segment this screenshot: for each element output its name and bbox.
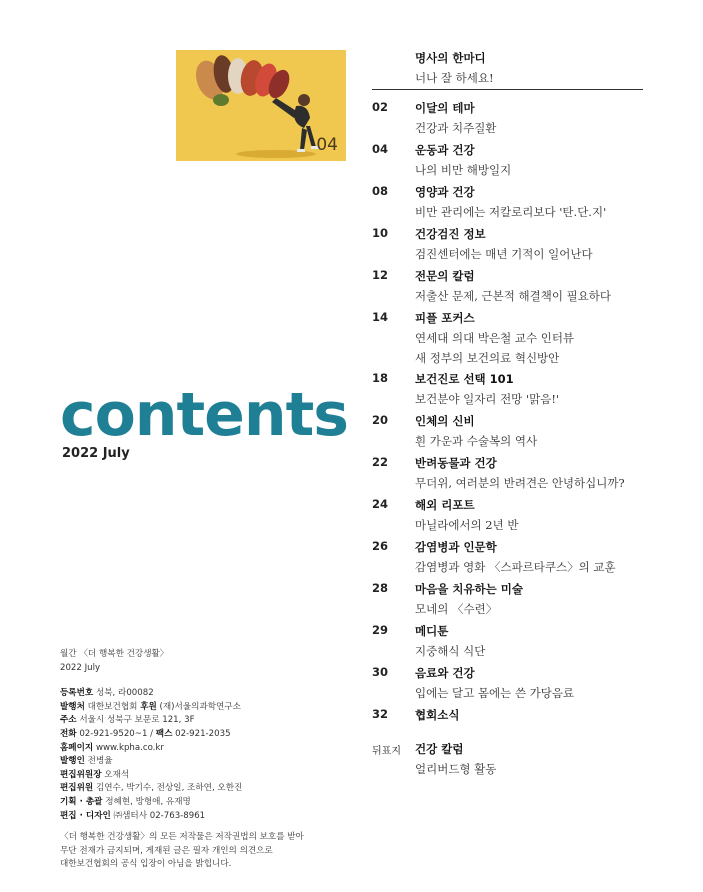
colophon-notice (60, 831, 310, 872)
toc-article-title: 지중해식 식단 (415, 644, 486, 658)
toc-section-title: 건강 칼럼 (415, 742, 464, 756)
cover-page-number: 04 (316, 135, 338, 155)
toc-article-title: 얼리버드형 활동 (415, 762, 497, 776)
colophon (60, 648, 310, 872)
colophon-lines (60, 687, 310, 823)
toc-page-number: 08 (372, 184, 389, 198)
toc-article-title: 모네의 〈수련〉 (415, 602, 498, 616)
toc-article-title: 검진센터에는 매년 기적이 일어난다 (415, 247, 593, 261)
toc-page-number: 02 (372, 100, 389, 114)
colophon-line: 편집 · 디자인 ㈜샘터사 02-763-8961 (60, 810, 206, 821)
colophon-label: 전화 (60, 728, 77, 739)
toc-section-title: 협회소식 (415, 708, 460, 722)
toc-page-number: 10 (372, 226, 389, 240)
toc-section-title: 건강검진 정보 (415, 227, 486, 241)
toc-header-subtitle: 너나 잘 하세요! (415, 71, 494, 85)
colophon-notice-line: 무단 전재가 금지되며, 게재된 글은 필자 개인의 의견으로 (60, 845, 273, 856)
toc-page-number: 26 (372, 539, 389, 553)
colophon-magazine: 월간 〈더 행복한 건강생활〉 (60, 649, 169, 659)
colophon-line: 기획 · 총괄 정혜현, 방형애, 유재명 (60, 796, 191, 807)
colophon-label: 편집위원 (60, 783, 94, 794)
toc-page-number: 28 (372, 581, 389, 595)
toc-section-title: 보건진로 선택 101 (415, 372, 514, 386)
toc-entry[interactable] (372, 497, 672, 533)
toc-entry[interactable] (372, 581, 672, 617)
toc-header-title: 명사의 한마디 (415, 51, 486, 65)
colophon-label: 주소 (60, 715, 77, 726)
toc-section-title: 피플 포커스 (415, 311, 475, 325)
colophon-label: 등록번호 (60, 688, 94, 699)
colophon-line: 발행처 대한보건협회 후원 (재)서울의과학연구소 (60, 701, 241, 712)
colophon-notice-line: 〈더 행복한 건강생활〉의 모든 저작물은 저작권법의 보호를 받아 (60, 832, 304, 843)
toc-section-title: 반려동물과 건강 (415, 456, 497, 470)
toc-article-title: 보건분야 일자리 전망 '맑음!' (415, 392, 560, 406)
colophon-label: 팩스 (155, 728, 173, 739)
colophon-issue: 2022 July (60, 662, 101, 673)
toc-article-title: 마닐라에서의 2년 반 (415, 518, 519, 532)
toc-page-number: 30 (372, 665, 389, 679)
toc-page-number: 04 (372, 142, 389, 156)
toc-entry[interactable] (372, 371, 672, 407)
toc-article-title: 나의 비만 해방일지 (415, 163, 512, 177)
toc-header (372, 50, 642, 86)
toc-article-title: 비만 관리에는 저칼로리보다 '탄.단.지' (415, 205, 607, 219)
colophon-label: 발행처 (60, 701, 85, 712)
colophon-notice-line: 대한보건협회의 공식 입장이 아님을 밝힙니다. (60, 859, 232, 870)
colophon-line: 홈페이지 www.kpha.co.kr (60, 742, 164, 753)
toc-article-title: 연세대 의대 박은철 교수 인터뷰 (415, 331, 575, 345)
toc-article-title: 흰 가운과 수술복의 역사 (415, 434, 538, 448)
toc-entry[interactable] (372, 184, 672, 220)
toc-article-title: 건강과 치주질환 (415, 121, 497, 135)
toc-entry[interactable] (372, 741, 672, 777)
colophon-line: 전화 02-921-9520~1 / 팩스 02-921-2035 (60, 728, 231, 739)
toc-article-title: 새 정부의 보건의료 혁신방안 (415, 351, 560, 365)
toc-entry[interactable] (372, 707, 672, 723)
toc-section-title: 메디툰 (415, 624, 449, 638)
colophon-line: 편집위원장 오재석 (60, 769, 130, 780)
toc-section-title: 전문의 칼럼 (415, 269, 475, 283)
toc-entry[interactable] (372, 665, 672, 701)
toc-page-number: 29 (372, 623, 389, 637)
toc-entry[interactable] (372, 268, 672, 304)
colophon-line: 발행인 전병율 (60, 756, 113, 767)
colophon-label: 기획 · 총괄 (60, 796, 103, 807)
toc-page-number: 32 (372, 707, 389, 721)
toc-entry[interactable] (372, 413, 672, 449)
colophon-label: 편집 · 디자인 (60, 810, 111, 821)
toc-page-number: 18 (372, 371, 389, 385)
toc-entry[interactable] (372, 455, 672, 491)
toc-section-title: 감염병과 인문학 (415, 540, 497, 554)
toc-article-title: 저출산 문제, 근본적 해결책이 필요하다 (415, 289, 612, 303)
issue-date: 2022 July (62, 446, 130, 461)
toc-section-title: 음료와 건강 (415, 666, 475, 680)
toc-entry[interactable] (372, 310, 672, 366)
colophon-line: 주소 서울시 성북구 보문로 121, 3F (60, 715, 195, 726)
toc-section-title: 해외 리포트 (415, 498, 475, 512)
toc-page-number: 14 (372, 310, 389, 324)
colophon-line: 등록번호 성북, 라00082 (60, 688, 154, 699)
toc-page-number: 뒤표지 (372, 746, 401, 757)
colophon-label: 후원 (140, 701, 157, 712)
divider (372, 89, 643, 90)
toc-entry[interactable] (372, 142, 672, 178)
toc-entry[interactable] (372, 226, 672, 262)
toc-article-title: 무더위, 여러분의 반려견은 안녕하십니까? (415, 476, 625, 490)
toc-page-number: 12 (372, 268, 389, 282)
toc-page-number: 24 (372, 497, 389, 511)
colophon-label: 홈페이지 (60, 742, 94, 753)
toc-article-title: 감염병과 영화 〈스파르타쿠스〉의 교훈 (415, 560, 616, 574)
toc-entry[interactable] (372, 623, 672, 659)
colophon-label: 발행인 (60, 756, 85, 767)
toc-article-title: 입에는 달고 몸에는 쓴 가당음료 (415, 686, 575, 700)
page-title: contents (60, 380, 348, 450)
toc-page-number: 22 (372, 455, 389, 469)
colophon-label: 편집위원장 (60, 769, 102, 780)
toc-section-title: 운동과 건강 (415, 143, 475, 157)
toc-entry[interactable] (372, 539, 672, 575)
toc-entry[interactable] (372, 100, 672, 136)
toc-page-number: 20 (372, 413, 389, 427)
toc-section-title: 이달의 테마 (415, 101, 475, 115)
colophon-line: 편집위원 김연수, 박기수, 전상일, 조하연, 오한진 (60, 783, 243, 794)
toc-section-title: 영양과 건강 (415, 185, 475, 199)
toc-section-title: 인체의 신비 (415, 414, 475, 428)
toc-section-title: 마음을 치유하는 미술 (415, 582, 523, 596)
cover-thumbnail (176, 50, 346, 161)
